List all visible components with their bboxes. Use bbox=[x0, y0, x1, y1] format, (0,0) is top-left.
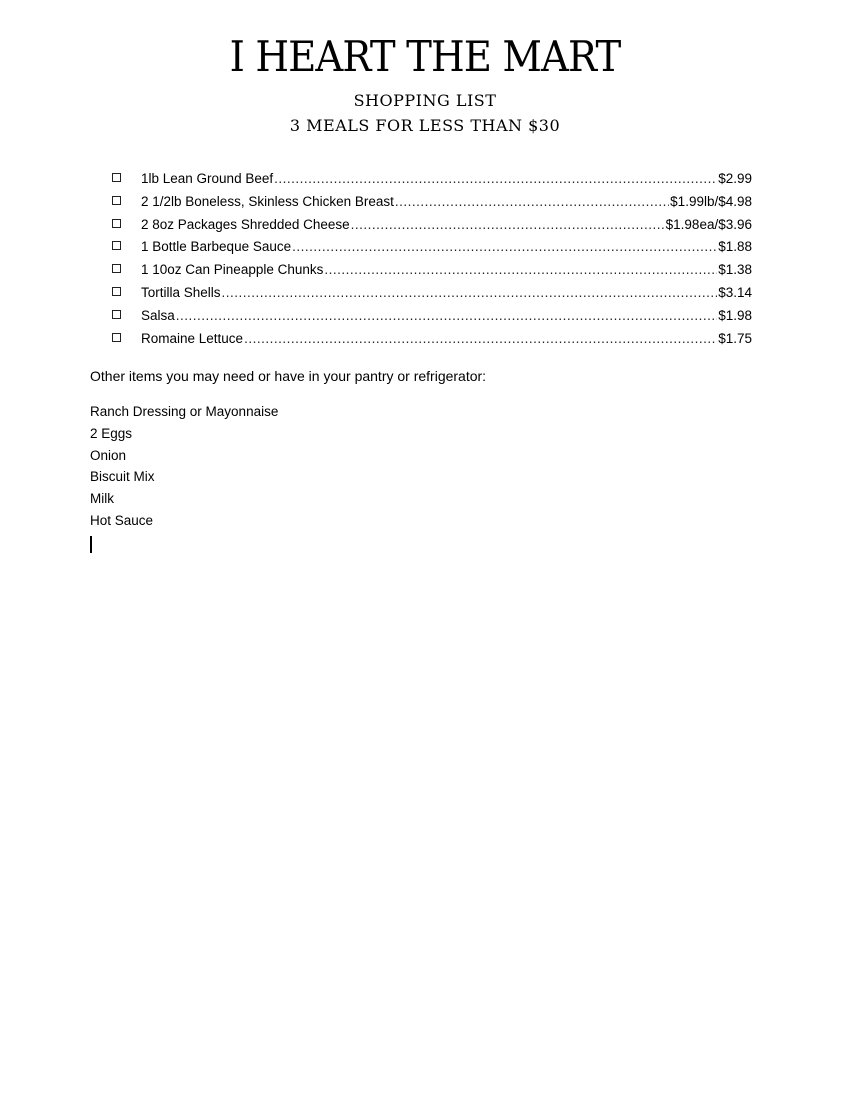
list-item: Biscuit Mix bbox=[90, 469, 155, 485]
checkbox-icon[interactable] bbox=[112, 241, 121, 250]
dot-leader bbox=[176, 308, 717, 323]
dot-leader bbox=[395, 194, 669, 209]
dot-leader bbox=[324, 262, 717, 277]
item-name: Romaine Lettuce bbox=[141, 330, 244, 346]
item-name: 1 Bottle Barbeque Sauce bbox=[141, 239, 292, 255]
shopping-list bbox=[110, 171, 752, 353]
subtitle-meals: 3 MEALS FOR LESS THAN $30 bbox=[289, 116, 561, 135]
text-cursor bbox=[90, 536, 92, 553]
dot-leader bbox=[351, 217, 665, 232]
item-price: $1.75 bbox=[718, 330, 752, 346]
list-item: Onion bbox=[90, 447, 127, 463]
checkbox-icon[interactable] bbox=[112, 264, 121, 273]
item-name: Tortilla Shells bbox=[141, 284, 221, 300]
list-item bbox=[110, 194, 752, 217]
dot-leader bbox=[244, 331, 717, 346]
item-price: $1.88 bbox=[718, 239, 752, 255]
subtitle-shopping-list: SHOPPING LIST bbox=[353, 91, 497, 110]
checkbox-icon[interactable] bbox=[112, 310, 121, 319]
list-item bbox=[110, 331, 752, 354]
item-name: 2 8oz Packages Shredded Cheese bbox=[141, 216, 350, 232]
other-items-list bbox=[90, 404, 278, 535]
checkbox-icon[interactable] bbox=[112, 333, 121, 342]
item-name: 1 10oz Can Pineapple Chunks bbox=[141, 262, 324, 278]
item-name: Salsa bbox=[141, 307, 175, 323]
checkbox-icon[interactable] bbox=[112, 173, 121, 182]
item-name: 1lb Lean Ground Beef bbox=[141, 171, 274, 186]
list-item: Hot Sauce bbox=[90, 512, 154, 528]
list-item bbox=[110, 239, 752, 262]
dot-leader bbox=[222, 285, 718, 300]
item-price: $1.98ea/$3.96 bbox=[665, 216, 752, 232]
list-item bbox=[110, 217, 752, 240]
item-price: $1.99lb/$4.98 bbox=[670, 193, 752, 209]
other-items-heading: Other items you may need or have in your pantry or refrigerator: bbox=[90, 368, 487, 384]
item-price: $1.98 bbox=[718, 307, 752, 323]
list-item: Ranch Dressing or Mayonnaise bbox=[90, 404, 279, 419]
page-title: I HEART THE MART bbox=[229, 32, 621, 81]
item-price: $3.14 bbox=[718, 284, 752, 300]
item-price: $1.38 bbox=[718, 262, 752, 278]
list-item: 2 Eggs bbox=[90, 425, 133, 441]
checkbox-icon[interactable] bbox=[112, 219, 121, 228]
checkbox-icon[interactable] bbox=[112, 287, 121, 296]
list-item bbox=[110, 285, 752, 308]
list-item bbox=[110, 171, 752, 194]
dot-leader bbox=[292, 239, 717, 254]
item-name: 2 1/2lb Boneless, Skinless Chicken Breast bbox=[141, 193, 394, 209]
checkbox-icon[interactable] bbox=[112, 196, 121, 205]
list-item bbox=[110, 308, 752, 331]
list-item: Milk bbox=[90, 491, 114, 507]
item-price: $2.99 bbox=[718, 171, 752, 186]
list-item bbox=[110, 262, 752, 285]
dot-leader bbox=[274, 171, 717, 186]
